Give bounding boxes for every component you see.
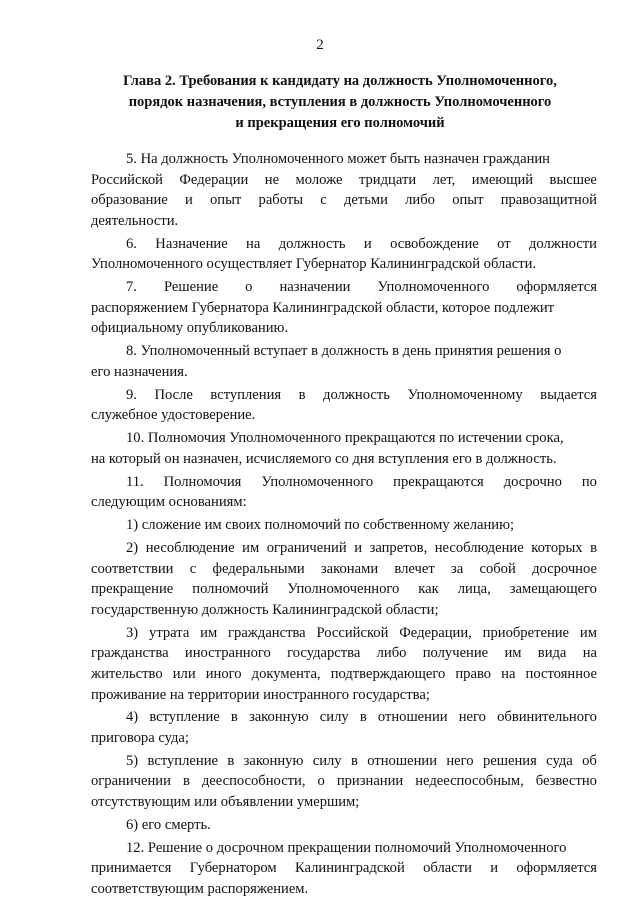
line-text: официальному опубликованию. — [91, 320, 289, 337]
text-line — [91, 685, 597, 706]
word: суда — [546, 752, 573, 769]
word: законную — [243, 752, 304, 769]
line-text: государственную должность Калининградской области; — [91, 601, 439, 618]
line-text: его назначения. — [91, 363, 188, 380]
word: запретов, — [369, 540, 428, 557]
line-text: на который он назначен, исчисляемого со дня вступления его в должность. — [91, 450, 557, 467]
heading-line: и прекращения его полномочий — [235, 115, 445, 131]
word: замещающего — [509, 581, 597, 598]
word: законами — [320, 560, 379, 577]
line-text: приговора суда; — [91, 730, 189, 746]
word: Уполномоченному — [407, 386, 523, 403]
line-text: проживание на территории иностранного государства; — [91, 686, 430, 703]
word: документа, — [251, 665, 321, 682]
text-line — [91, 600, 597, 621]
word: опыт — [210, 192, 242, 209]
text-line — [91, 728, 597, 749]
word: с — [189, 560, 197, 577]
word: иностранного — [184, 645, 271, 662]
paragraph — [91, 149, 597, 231]
text-line — [91, 234, 597, 255]
word: досрочно — [503, 473, 562, 490]
word: Федерации, — [399, 624, 472, 641]
word: приобретение — [482, 624, 570, 641]
word: об — [582, 752, 597, 769]
word: 4) — [126, 709, 139, 726]
word: правозащитной — [500, 192, 597, 209]
word: о — [245, 279, 253, 296]
word: им — [242, 540, 260, 557]
word: должности — [528, 235, 597, 252]
word: 5) — [126, 752, 139, 769]
word: которых — [531, 540, 583, 557]
word: Калининградской — [294, 860, 405, 877]
paragraph — [91, 538, 597, 620]
word: ограничений — [266, 540, 347, 557]
word: в — [230, 709, 238, 726]
text-line — [91, 254, 597, 275]
word: решения — [482, 752, 537, 769]
word: Российской — [91, 171, 163, 188]
word: должность — [323, 386, 390, 403]
word: федеральными — [212, 560, 305, 577]
word: Губернатором — [189, 860, 277, 877]
word: в — [359, 709, 367, 726]
text-line — [91, 771, 597, 792]
paragraph-gap — [91, 900, 597, 902]
word: в — [350, 752, 358, 769]
word: Решение — [163, 279, 219, 296]
word: должность — [278, 235, 346, 252]
text-line — [91, 190, 597, 211]
word: утрата — [149, 624, 190, 641]
word: тридцати — [358, 171, 417, 188]
word: либо — [405, 192, 435, 209]
word: о — [317, 773, 325, 790]
word: 3) — [126, 624, 139, 641]
text-line — [91, 707, 597, 728]
word: и — [354, 540, 363, 557]
word: опыт — [452, 192, 484, 209]
line-text: соответствующим распоряжением. — [91, 881, 309, 898]
heading-line: Глава 2. Требования к кандидату на должность Уполномоченного, — [123, 73, 557, 89]
word: моложе — [295, 171, 343, 188]
word: не — [264, 171, 280, 188]
word: Уполномоченного — [287, 581, 400, 598]
text-line — [91, 492, 597, 513]
text-line — [91, 385, 597, 406]
text-line — [91, 472, 597, 493]
line-text: 1) сложение им своих полномочий по собственному желанию; — [126, 517, 515, 534]
line-text: распоряжением Губернатора Калининградской области, которое подлежит — [91, 299, 555, 316]
word: на — [246, 235, 261, 252]
line-text: 8. Уполномоченный вступает в должность в день принятия решения о — [126, 343, 562, 360]
line-text: 6) его смерть. — [126, 816, 211, 833]
paragraph — [91, 385, 597, 426]
text-line — [91, 362, 597, 383]
text-line — [91, 858, 597, 879]
paragraph — [91, 234, 597, 275]
text-line — [91, 211, 597, 232]
word: соответствии — [91, 560, 174, 577]
word: недееспособным, — [415, 773, 524, 790]
text-line — [91, 318, 597, 339]
word: высшее — [549, 171, 597, 188]
text-line — [91, 559, 597, 580]
word: 9. — [126, 386, 137, 403]
text-line — [91, 277, 597, 298]
word: право — [455, 665, 492, 682]
word: назначении — [279, 279, 351, 296]
word: несоблюдение — [145, 540, 235, 557]
word: на — [501, 665, 516, 682]
word: с — [320, 192, 327, 209]
word: обвинительного — [497, 709, 597, 726]
line-text: 10. Полномочия Уполномоченного прекращаются по истечении срока, — [126, 430, 564, 447]
word: 11. — [126, 473, 144, 490]
paragraph — [91, 707, 597, 748]
paragraph — [91, 838, 597, 900]
word: имеющий — [471, 171, 534, 188]
line-text: Уполномоченного осуществляет Губернатор Калининградской области. — [91, 256, 537, 273]
word: государства — [287, 645, 361, 662]
paragraph — [91, 472, 597, 513]
paragraph — [91, 515, 597, 536]
word: вступления — [210, 386, 282, 403]
word: 2) — [126, 540, 139, 557]
text-line — [91, 428, 597, 449]
word: Полномочия — [163, 473, 242, 490]
word: прекращаются — [393, 473, 484, 490]
text-line — [91, 838, 597, 859]
word: несоблюдение — [434, 540, 524, 557]
word: как — [418, 581, 439, 598]
word: образование — [91, 192, 168, 209]
paragraph — [91, 341, 597, 382]
word: гражданства — [228, 624, 306, 641]
text-line — [91, 643, 597, 664]
word: безвестно — [535, 773, 597, 790]
word: отношении — [367, 752, 437, 769]
word: дееспособности, — [201, 773, 306, 790]
word: вида — [537, 645, 567, 662]
word: им — [504, 645, 522, 662]
text-line — [91, 879, 597, 900]
word: лет, — [432, 171, 456, 188]
word: Федерации — [179, 171, 249, 188]
paragraph — [91, 751, 597, 813]
text-line — [91, 792, 597, 813]
word: лица, — [457, 581, 491, 598]
word: от — [497, 235, 511, 252]
paragraph — [91, 277, 597, 339]
word: вступление — [147, 752, 218, 769]
paragraph — [91, 623, 597, 705]
word: собой — [479, 560, 516, 577]
word: в — [590, 540, 597, 557]
word: им — [579, 624, 597, 641]
word: ограничении — [91, 773, 171, 790]
word: После — [154, 386, 193, 403]
word: досрочное — [532, 560, 597, 577]
word: и — [184, 192, 193, 209]
word: силу — [312, 752, 342, 769]
line-text: 5. На должность Уполномоченного может быть назначен гражданин — [126, 151, 550, 167]
text-line — [91, 341, 597, 362]
paragraph — [91, 815, 597, 836]
word: принимается — [91, 860, 172, 877]
word: Российской — [316, 624, 389, 641]
word: силу — [319, 709, 349, 726]
text-line — [91, 149, 597, 170]
word: законную — [248, 709, 309, 726]
word: в — [182, 773, 190, 790]
word: оформляется — [516, 279, 597, 296]
text-line — [91, 815, 597, 836]
text-line — [91, 515, 597, 536]
text-line — [91, 538, 597, 559]
word: него — [446, 752, 474, 769]
word: или — [172, 665, 196, 682]
word: освобождение — [390, 235, 479, 252]
word: вступление — [149, 709, 220, 726]
word: прекращение — [91, 581, 174, 598]
word: отношении — [377, 709, 448, 726]
word: гражданства — [91, 645, 169, 662]
text-line — [91, 751, 597, 772]
word: области — [423, 860, 472, 877]
word: получение — [422, 645, 489, 662]
word: него — [458, 709, 486, 726]
text-line — [91, 170, 597, 191]
line-text: следующим основаниям: — [91, 494, 247, 511]
text-line — [91, 405, 597, 426]
page-number: 2 — [316, 37, 324, 53]
word: влечет — [394, 560, 435, 577]
line-text: 12. Решение о досрочном прекращении полномочий Уполномоченного — [126, 839, 567, 856]
word: и — [363, 235, 372, 252]
line-text: служебное удостоверение. — [91, 407, 256, 424]
word: им — [200, 624, 218, 641]
word: детьми — [343, 192, 388, 209]
word: 6. — [126, 235, 137, 252]
chapter-heading — [90, 71, 590, 134]
word: Уполномоченного — [377, 279, 490, 296]
text-line — [91, 298, 597, 319]
word: жительство — [91, 665, 163, 682]
line-text: деятельности. — [91, 212, 179, 229]
word: по — [581, 473, 597, 490]
word: 7. — [126, 279, 137, 296]
word: за — [450, 560, 464, 577]
text-line — [91, 664, 597, 685]
word: и — [490, 860, 499, 877]
word: иного — [205, 665, 242, 682]
word: признании — [336, 773, 404, 790]
word: оформляется — [516, 860, 597, 877]
word: Уполномоченного — [261, 473, 374, 490]
text-line — [91, 449, 597, 470]
word: либо — [376, 645, 407, 662]
line-text: отсутствующим или объявлении умершим; — [91, 794, 360, 811]
text-line — [91, 579, 597, 600]
word: подтверждающего — [330, 665, 446, 682]
text-line — [91, 623, 597, 644]
word: работы — [258, 192, 304, 209]
word: выдается — [540, 386, 597, 403]
word: в — [227, 752, 235, 769]
word: полномочий — [192, 581, 269, 598]
word: в — [298, 386, 306, 403]
word: Назначение — [155, 235, 228, 252]
word: на — [582, 645, 597, 662]
document-body — [91, 149, 597, 902]
word: постоянное — [525, 665, 597, 682]
paragraph — [91, 428, 597, 469]
heading-line: порядок назначения, вступления в должность Уполномоченного — [128, 94, 552, 110]
